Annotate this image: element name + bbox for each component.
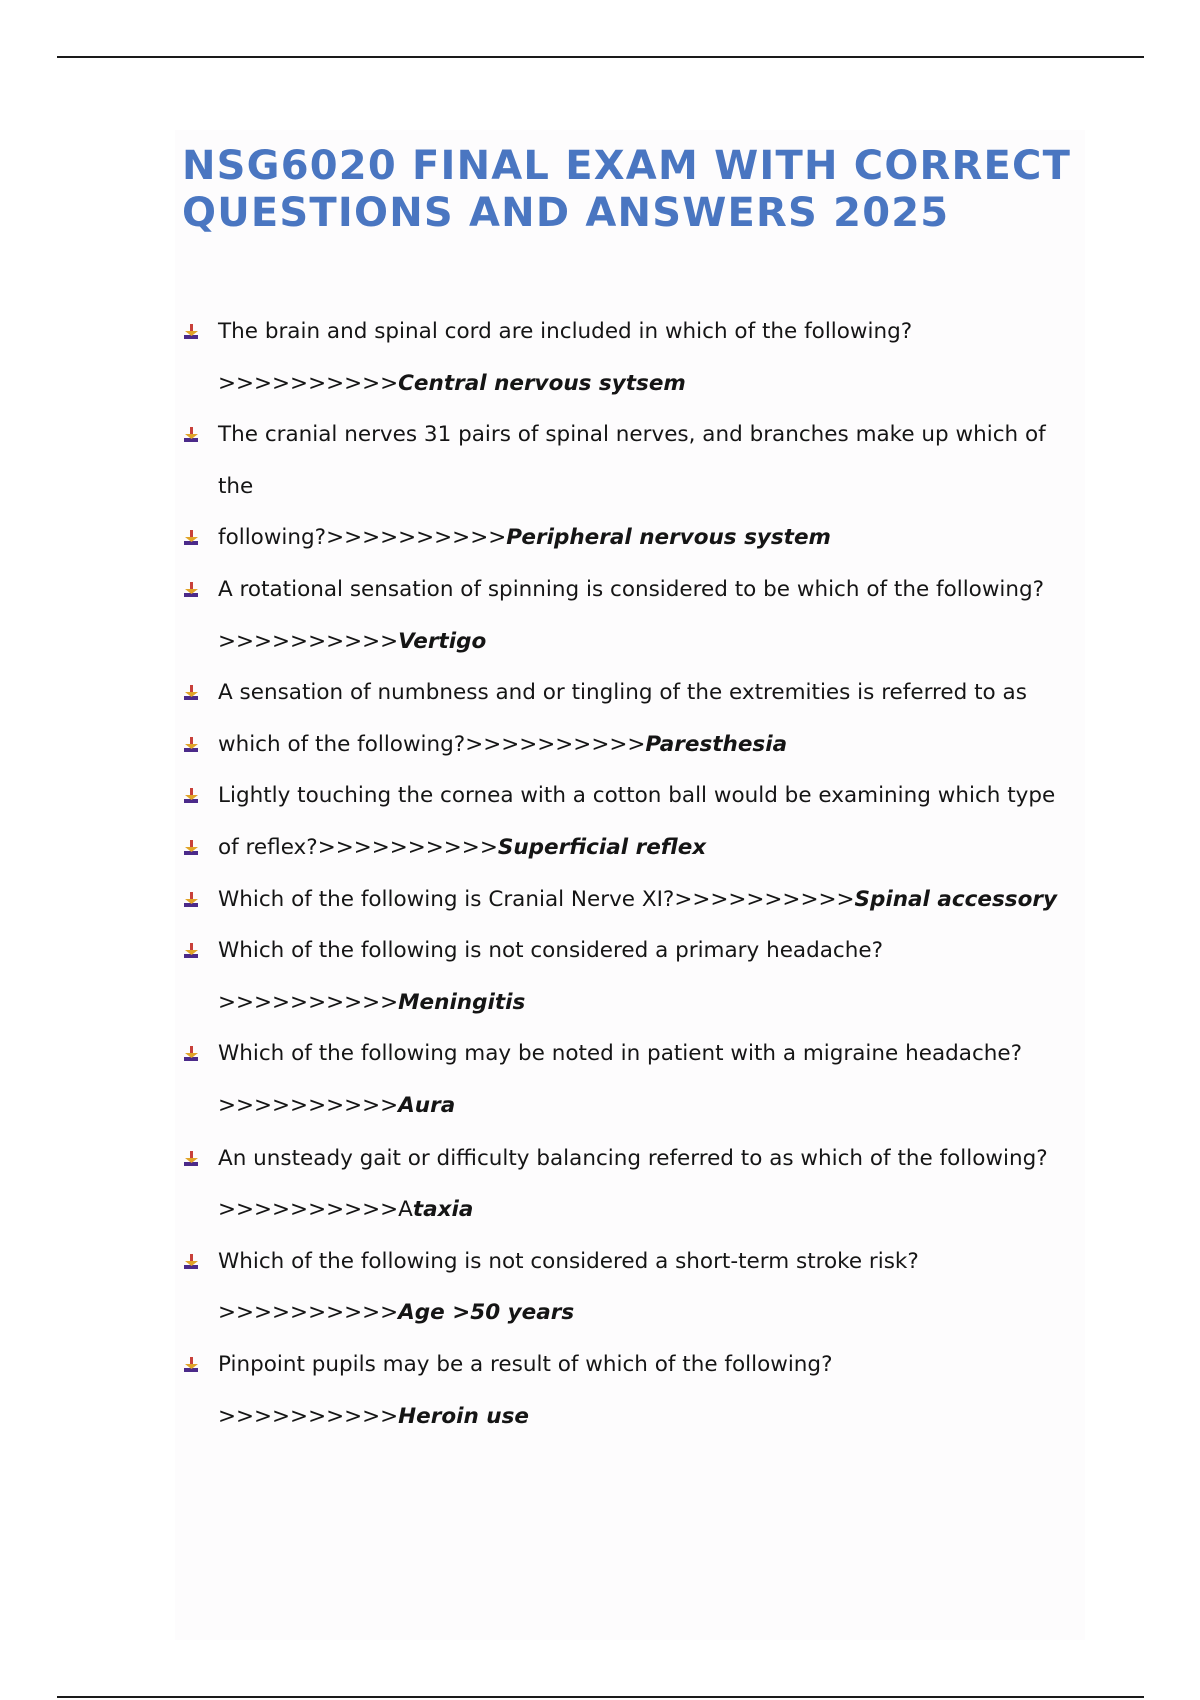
answer-arrow: >>>>>>>>>> [218, 990, 399, 1015]
answer-arrow: >>>>>>>>>> [317, 835, 498, 860]
answer-1 [218, 367, 686, 401]
answer-2-text: Peripheral nervous system [506, 525, 831, 550]
bullet-arrow-icon [181, 1149, 201, 1169]
question-5-text-cont: of reflex? [218, 835, 318, 860]
question-2-text: The cranial nerves 31 pairs of spinal nerves, and branches make up which of [218, 422, 1046, 447]
bullet-arrow-icon [181, 1252, 201, 1272]
question-5-text: Lightly touching the cornea with a cotton ball would be examining which type [218, 783, 1056, 808]
answer-arrow: >>>>>>>>>> [326, 525, 507, 550]
question-2-text-cont: the [218, 474, 254, 499]
answer-11-text: Heroin use [398, 1404, 529, 1429]
bullet-arrow-icon [181, 322, 201, 342]
bullet-arrow-icon [181, 528, 201, 548]
answer-arrow: >>>>>>>>>> [465, 732, 646, 757]
answer-5 [218, 831, 706, 865]
answer-6-text: Spinal accessory [854, 887, 1057, 912]
question-9-text: An unsteady gait or difficulty balancing referred to as which of the following? [218, 1146, 1048, 1171]
question-4-text-cont: which of the following? [218, 732, 466, 757]
bullet-arrow-icon [181, 941, 201, 961]
answer-arrow: >>>>>>>>>> [218, 1300, 399, 1325]
answer-4 [218, 728, 787, 762]
answer-8 [218, 1089, 455, 1123]
question-11-text: Pinpoint pupils may be a result of which of the following? [218, 1352, 833, 1377]
bullet-arrow-icon [181, 580, 201, 600]
answer-8-text: Aura [398, 1093, 456, 1118]
answer-10-text: Age >50 years [398, 1300, 575, 1325]
bullet-arrow-icon [181, 425, 201, 445]
answer-arrow: >>>>>>>>>> [218, 371, 399, 396]
answer-arrow: >>>>>>>>>> [218, 1404, 399, 1429]
answer-9-prefix: A [398, 1197, 413, 1222]
bullet-arrow-icon [181, 683, 201, 703]
title-line-2: QUESTIONS AND ANSWERS 2025 [182, 190, 950, 236]
answer-arrow: >>>>>>>>>> [218, 1093, 399, 1118]
answer-7-text: Meningitis [398, 990, 526, 1015]
answer-arrow: >>>>>>>>>> [218, 629, 399, 654]
answer-2 [218, 521, 831, 555]
bullet-arrow-icon [181, 735, 201, 755]
answer-9-text: taxia [412, 1197, 474, 1222]
answer-arrow: >>>>>>>>>> [218, 1197, 399, 1222]
bullet-arrow-icon [181, 890, 201, 910]
answer-6 [218, 883, 1057, 917]
question-7-text: Which of the following is not considered a primary headache? [218, 938, 884, 963]
answer-11 [218, 1400, 529, 1434]
top-rule [57, 56, 1144, 58]
question-2-text-end: following? [218, 525, 327, 550]
answer-4-text: Paresthesia [645, 732, 788, 757]
page-title [182, 143, 1082, 237]
answer-7 [218, 986, 525, 1020]
answer-10 [218, 1296, 574, 1330]
bullet-arrow-icon [181, 838, 201, 858]
answer-9 [218, 1193, 473, 1227]
answer-3-text: Vertigo [398, 629, 487, 654]
question-3-text: A rotational sensation of spinning is considered to be which of the following? [218, 577, 1045, 602]
question-1-text: The brain and spinal cord are included in which of the following? [218, 319, 913, 344]
title-line-1: NSG6020 FINAL EXAM WITH CORRECT [182, 143, 1072, 189]
bottom-rule [57, 1696, 1144, 1698]
answer-1-text: Central nervous sytsem [398, 371, 686, 396]
answer-3 [218, 625, 486, 659]
bullet-arrow-icon [181, 1355, 201, 1375]
answer-arrow: >>>>>>>>>> [674, 887, 855, 912]
answer-5-text: Superficial reflex [497, 835, 707, 860]
question-10-text: Which of the following is not considered a short-term stroke risk? [218, 1249, 919, 1274]
question-8-text: Which of the following may be noted in patient with a migraine headache? [218, 1041, 1023, 1066]
question-6-text: Which of the following is Cranial Nerve XI? [218, 887, 675, 912]
question-4-text: A sensation of numbness and or tingling of the extremities is referred to as [218, 680, 1027, 705]
bullet-arrow-icon [181, 786, 201, 806]
bullet-arrow-icon [181, 1044, 201, 1064]
